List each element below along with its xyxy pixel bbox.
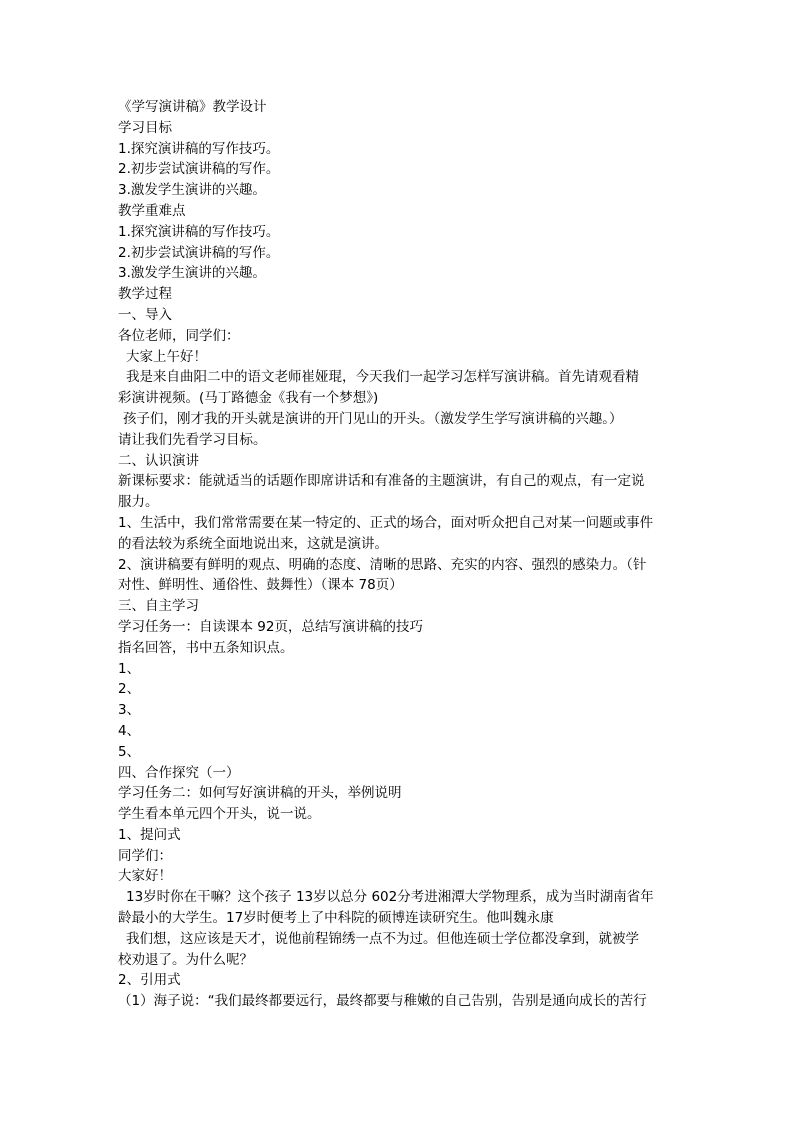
subheading-introduction: 一、导入 [118,306,172,323]
paragraph-line: 学习任务一：自读课本 92页，总结写演讲稿的技巧 [118,618,423,635]
key-point-item: 2.初步尝试演讲稿的写作。 [118,244,280,261]
paragraph-line: 彩演讲视频。(马丁路德金《我有一个梦想》) [118,390,379,407]
subheading-understanding-speech: 二、认识演讲 [118,452,199,469]
numbered-blank-item: 4、 [118,722,141,739]
subheading-cooperative-inquiry: 四、合作探究（一） [118,764,240,781]
paragraph-line: 的看法较为系统全面地说出来，这就是演讲。 [118,535,388,552]
paragraph-line: 学习任务二：如何写好演讲稿的开头，举例说明 [118,785,402,802]
key-point-item: 1.探究演讲稿的写作技巧。 [118,223,280,240]
numbered-blank-item: 5、 [118,743,141,760]
paragraph-line: （1）海子说：“我们最终都要远行，最终都要与稚嫩的自己告别，告别是通向成长的苦行 [118,993,647,1010]
paragraph-line: 各位老师，同学们： [118,327,240,344]
paragraph-line: 我是来自曲阳二中的语文老师崔娅琨，今天我们一起学习怎样写演讲稿。首先请观看精 [126,369,639,386]
paragraph-line: 同学们： [118,847,172,864]
objective-item: 1.探究演讲稿的写作技巧。 [118,140,280,157]
document-title: 《学写演讲稿》教学设计 [118,99,267,115]
paragraph-line: 2、演讲稿要有鲜明的观点、明确的态度、清晰的思路、充实的内容、强烈的感染力。（针 [118,556,647,573]
paragraph-line: 请让我们先看学习目标。 [118,431,267,448]
paragraph-line: 13岁时你在干嘛？这个孩子 13岁以总分 602分考进湘潭大学物理系，成为当时湖南省年 [126,889,654,906]
paragraph-line: 大家好！ [118,868,172,885]
section-heading-process: 教学过程 [118,286,172,303]
numbered-blank-item: 2、 [118,681,141,698]
paragraph-line: 龄最小的大学生。17岁时便考上了中科院的硕博连读研究生。他叫魏永康 [118,910,554,927]
paragraph-line: 学生看本单元四个开头，说一说。 [118,806,321,823]
paragraph-line: 对性、鲜明性、通俗性、鼓舞性）（课本 78页） [118,577,403,594]
paragraph-line: 指名回答，书中五条知识点。 [118,639,294,656]
section-heading-objectives: 学习目标 [118,119,172,136]
paragraph-line: 我们想，这应该是天才，说他前程锦绣一点不为过。但他连硕士学位都没拿到，就被学 [126,930,639,947]
paragraph-line: 1、提问式 [118,826,181,843]
paragraph-line: 服力。 [118,494,159,511]
paragraph-line: 大家上午好！ [126,348,207,365]
subheading-self-study: 三、自主学习 [118,598,199,615]
objective-item: 2.初步尝试演讲稿的写作。 [118,161,280,178]
paragraph-line: 2、引用式 [118,972,181,989]
numbered-blank-item: 3、 [118,702,141,719]
section-heading-key-points: 教学重难点 [118,202,186,219]
numbered-blank-item: 1、 [118,660,141,677]
document-body [118,97,678,1012]
key-point-item: 3.激发学生演讲的兴趣。 [118,265,266,282]
paragraph-line: 校劝退了。为什么呢？ [118,951,253,968]
paragraph-line: 1、生活中，我们常常需要在某一特定的、正式的场合，面对听众把自己对某一问题或事件 [118,514,654,531]
paragraph-line: 新课标要求：能就适当的话题作即席讲话和有准备的主题演讲，有自己的观点，有一定说 [118,473,645,490]
objective-item: 3.激发学生演讲的兴趣。 [118,182,266,199]
paragraph-line: 孩子们，刚才我的开头就是演讲的开门见山的开头。（激发学生学写演讲稿的兴趣。） [123,410,623,427]
